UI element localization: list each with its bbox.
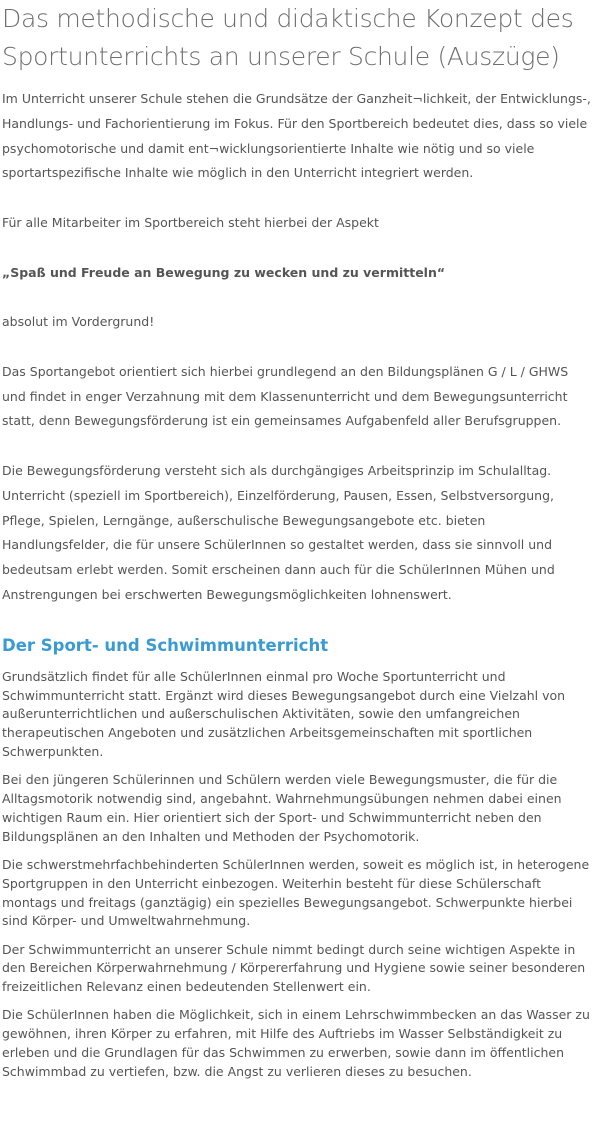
motto — [2, 261, 592, 286]
section-body — [2, 668, 592, 1082]
intro-paragraph-1: Im Unterricht unserer Schule stehen die Grundsätze der Ganzheit¬lichkeit, der Entwicklungs-, Handlungs- und Fachorientierung im Fokus. Für den Sportbereich bedeutet dies, dass so viele psychomotorische und damit ent¬wicklungsorientierte Inhalte wie nötig und so viele sportartspezifische Inhalte wie möglich in den Unterricht integriert werden. — [2, 91, 591, 181]
intro-block — [2, 87, 592, 608]
section-paragraph-4: Der Schwimmunterricht an unserer Schule nimmt bedingt durch seine wichtigen Aspekte in den Bereichen Körperwahrnehmung / Körpererfahrung und Hygiene sowie seiner besonderen freizeitlichen Relevanz einen bedeutenden Stellenwert ein. — [2, 941, 586, 995]
section-paragraph-2: Bei den jüngeren Schülerinnen und Schülern werden viele Bewegungsmuster, die für die Alltagsmotorik notwendig sind, angebahnt. Wahrnehmungsübungen nehmen dabei einen wichtigen Raum ein. Hier orientiert sich der Sport- und Schwimmunterricht neben den Bildungsplänen an den Inhalten und Methoden der Psychomotorik. — [2, 772, 562, 844]
intro-paragraph-5: Die Bewegungsförderung versteht sich als durchgängiges Arbeitsprinzip im Schulalltag. Unterricht (speziell im Sportbereich), Einzelförderung, Pausen, Essen, Selbstversorgung, Pflege, Spielen, Lerngänge, außerschulische Bewegungsangebote etc. bieten Handlungsfelder, die für unsere SchülerInnen so gestaltet werden, dass sie sinnvoll und bedeutsam erlebt werden. Somit erscheinen dann auch für die SchülerInnen Mühen und Anstrengungen bei erschwerten Bewegungsmöglichkeiten lohnenswert. — [2, 462, 555, 602]
section-paragraph-1: Grundsätzlich findet für alle SchülerInnen einmal pro Woche Sportunterricht und Schwimmunterricht statt. Ergänzt wird dieses Bewegungsangebot durch eine Vielzahl von außerunterrichtlichen und außerschulischen Aktivitäten, sowie den umfangreichen therapeutischen Angeboten und zusätzlichen Arbeitsgemeinschaften mit sportlichen Schwerpunkten. — [2, 668, 566, 759]
page-title: Das methodische und didaktische Konzept des Sportunterrichts an unserer Schule (Auszüge) — [2, 4, 574, 71]
section-paragraph-3: Die schwerstmehrfachbehinderten SchülerInnen werden, soweit es möglich ist, in heterogene Sportgruppen in den Unterricht einbezogen. Weiterhin besteht für diese Schülerschaft montags und freitags (ganztägig) ein spezielles Bewegungsangebot. Schwerpunkte hierbei sind Körper- und Umweltwahrnehmung. — [2, 856, 590, 929]
section-paragraph-5: Die SchülerInnen haben die Möglichkeit, sich in einem Lehrschwimmbecken an das Wasser zu gewöhnen, ihren Körper zu erfahren, mit Hilfe des Auftriebs im Wasser Selbständigkeit zu erleben und die Grundlagen für das Schwimmen zu erwerben, sowie dann im öffentlichen Schwimmbad zu vertiefen, bzw. die Angst zu verlieren dieses zu besuchen. — [2, 1007, 590, 1079]
motto-text: „Spaß und Freude an Bewegung zu wecken und zu vermitteln“ — [2, 264, 446, 280]
intro-paragraph-2: Für alle Mitarbeiter im Sportbereich steht hierbei der Aspekt — [2, 214, 379, 230]
intro-paragraph-4: Das Sportangebot orientiert sich hierbei grundlegend an den Bildungsplänen G / L / GHWS und findet in enger Verzahnung mit dem Klassenunterricht und dem Bewegungsunterricht statt, denn Bewegungsförderung ist ein gemeinsames Aufgabenfeld aller Berufsgruppen. — [2, 363, 569, 429]
section-heading: Der Sport- und Schwimmunterricht — [2, 635, 329, 655]
intro-paragraph-3: absolut im Vordergrund! — [2, 314, 155, 330]
